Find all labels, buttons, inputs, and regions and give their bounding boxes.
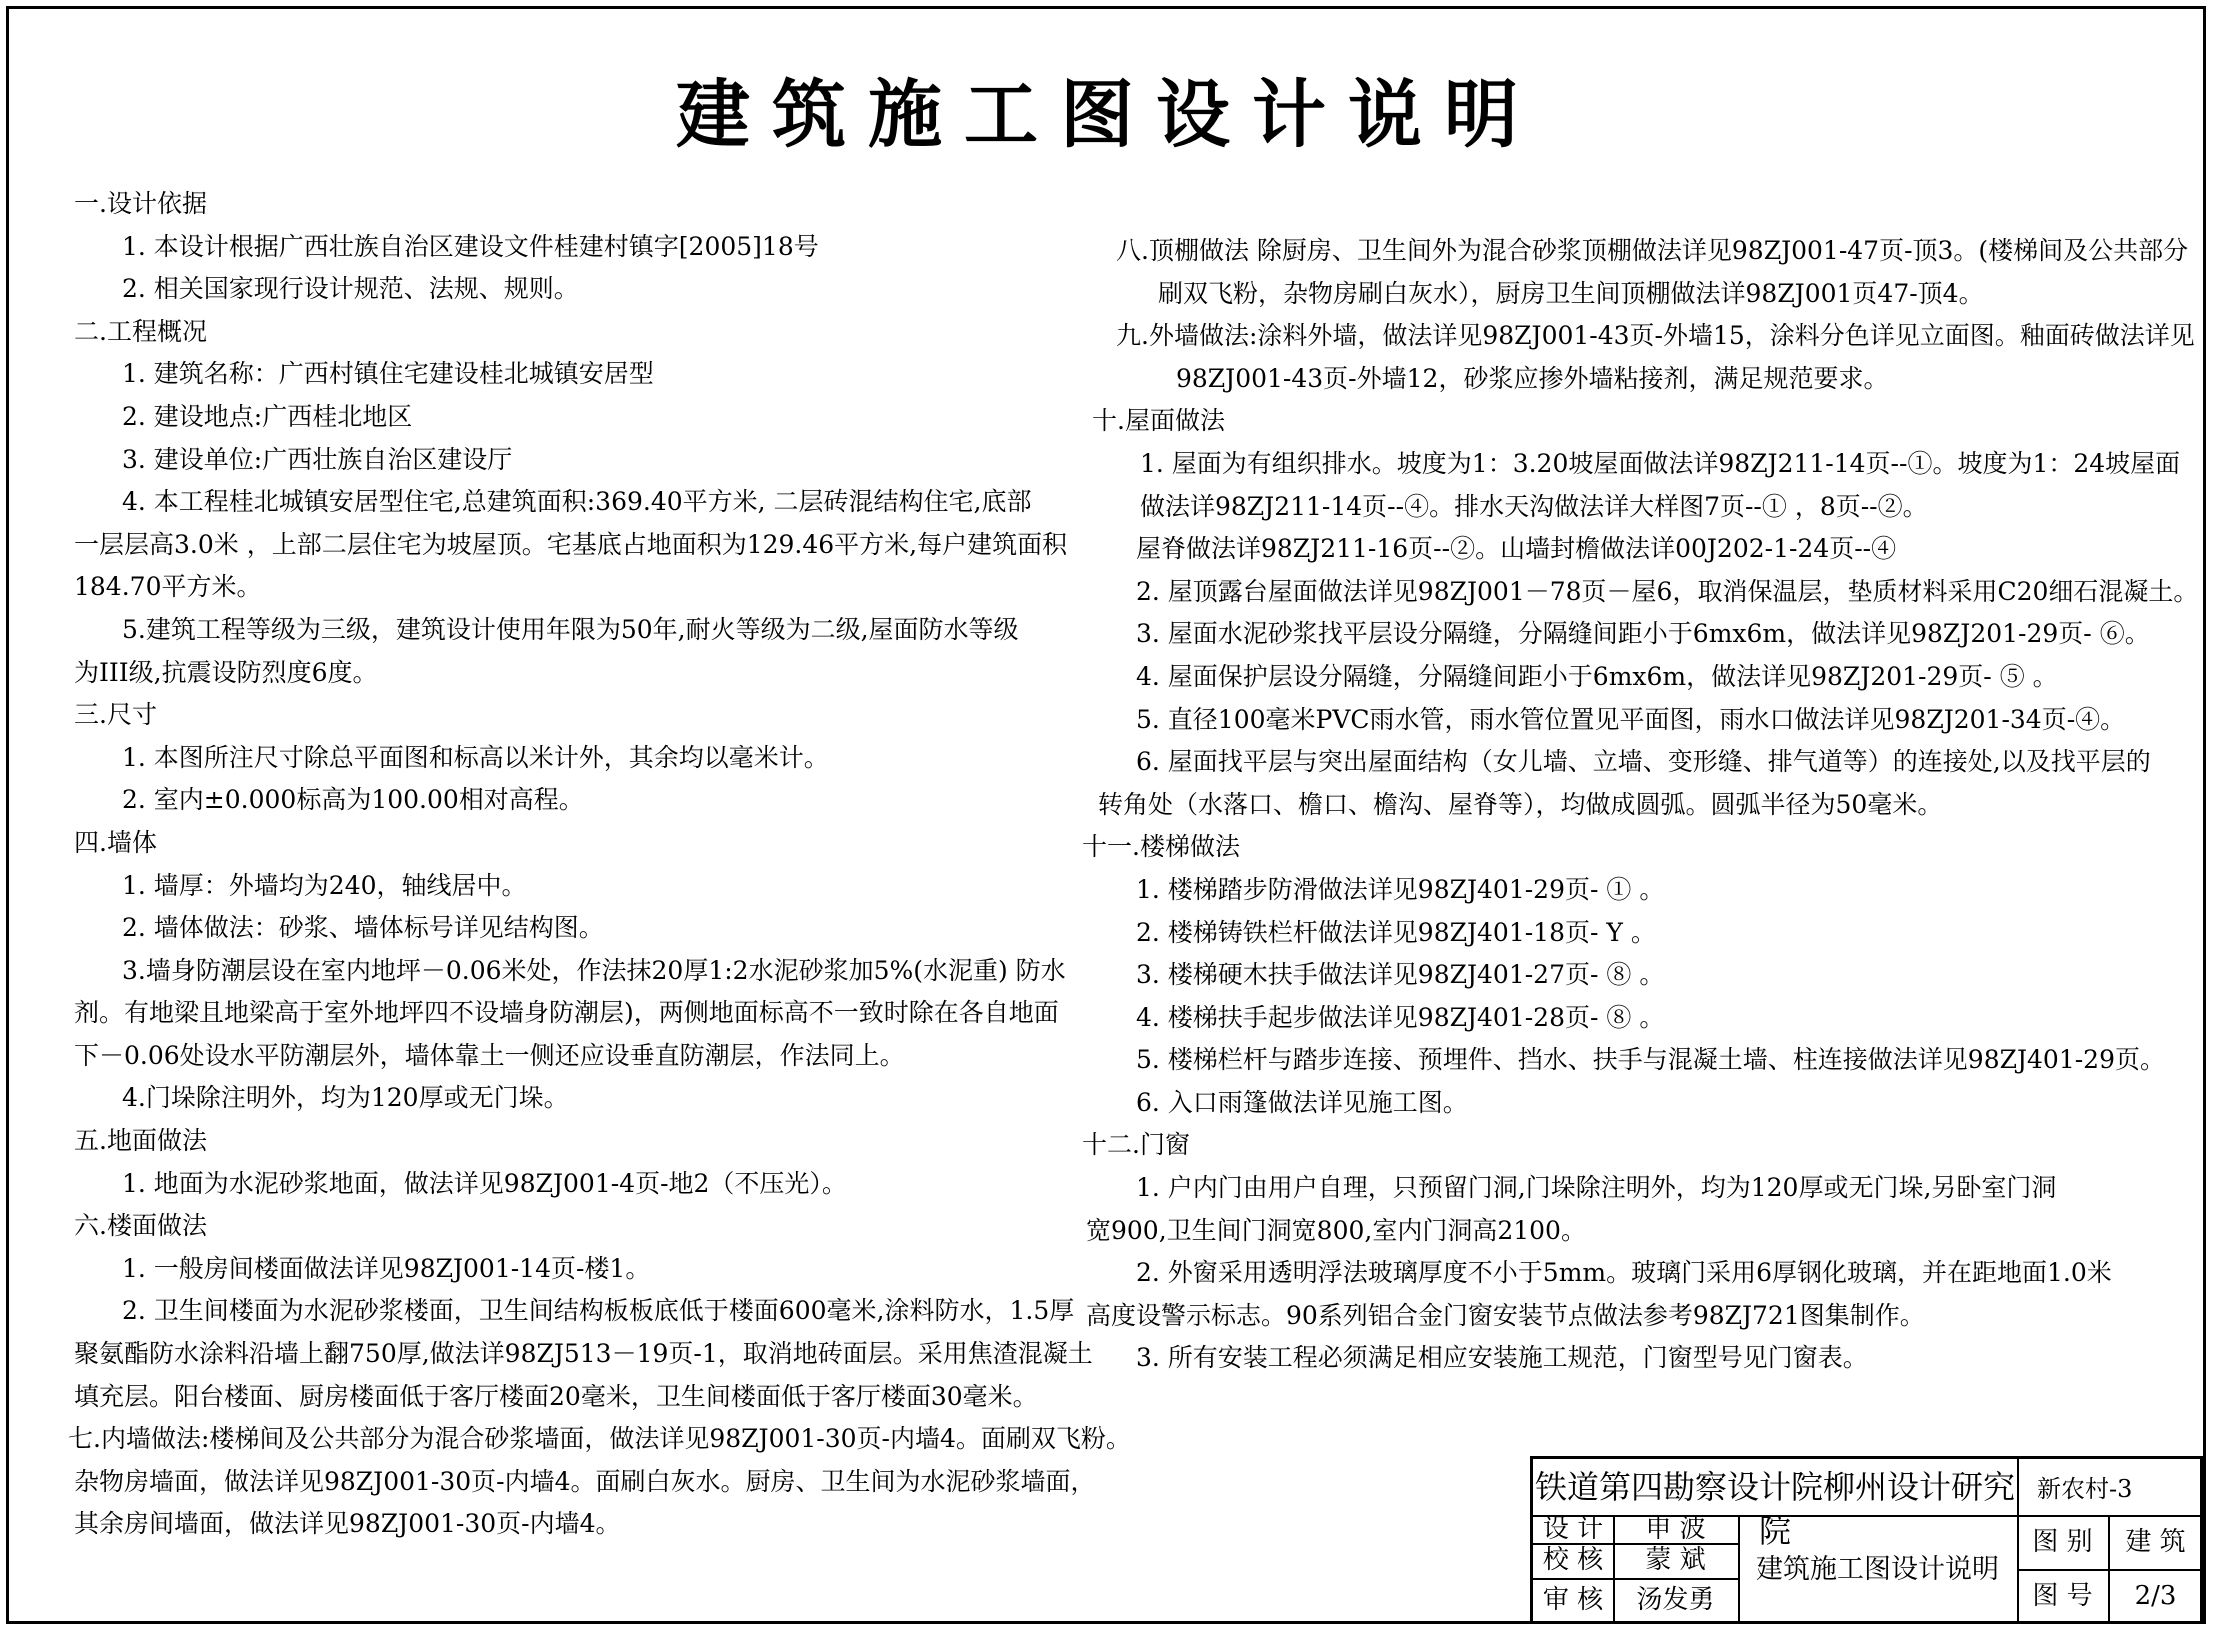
left-column-line: 下－0.06处设水平防潮层外，墙体靠土一侧还应设垂直防潮层，作法同上。 xyxy=(74,1040,905,1070)
design-label: 设 计 xyxy=(1542,1514,1604,1544)
right-column-line: 高度设警示标志。90系列铝合金门窗安装节点做法参考98ZJ721图集制作。 xyxy=(1086,1300,1925,1330)
left-column-line: 1. 本设计根据广西壮族自治区建设文件桂建村镇字[2005]18号 xyxy=(122,231,819,261)
left-column-line: 杂物房墙面，做法详见98ZJ001-30页-内墙4。面刷白灰水。厨房、卫生间为水泥砂浆墙面， xyxy=(74,1466,1096,1496)
right-column-line: 2. 外窗采用透明浮法玻璃厚度不小于5mm。玻璃门采用6厚钢化玻璃，并在距地面1.0米 xyxy=(1136,1258,2112,1288)
title-block xyxy=(1530,1456,2203,1624)
left-column-line: 七.内墙做法:楼梯间及公共部分为混合砂浆墙面，做法详见98ZJ001-30页-内墙4。面刷双飞粉。 xyxy=(68,1424,1131,1454)
category-value: 建 筑 xyxy=(2125,1527,2186,1557)
right-column-line: 5. 楼梯栏杆与踏步连接、预埋件、挡水、扶手与混凝土墙、柱连接做法详见98ZJ401-29页。 xyxy=(1136,1045,2165,1075)
left-column-line: 2. 室内±0.000标高为100.00相对高程。 xyxy=(122,785,584,815)
right-column-line: 1. 屋面为有组织排水。坡度为1：3.20坡屋面做法详98ZJ211-14页--①。坡度为1：24坡屋面 xyxy=(1140,448,2181,478)
left-column-line: 1. 建筑名称：广西村镇住宅建设桂北城镇安居型 xyxy=(122,359,654,389)
right-column-line: 2. 楼梯铸铁栏杆做法详见98ZJ401-18页- Y 。 xyxy=(1136,917,1656,947)
right-column-line: 八.顶棚做法 除厨房、卫生间外为混合砂浆顶棚做法详见98ZJ001-47页-顶3。(楼梯间及公共部分 xyxy=(1116,236,2189,265)
right-column-line: 1. 户内门由用户自理，只预留门洞,门垛除注明外，均为120厚或无门垛,另卧室门洞 xyxy=(1136,1173,2057,1203)
left-column-line: 3. 建设单位:广西壮族自治区建设厅 xyxy=(122,444,513,474)
check-name: 蒙 斌 xyxy=(1645,1545,1706,1575)
category-label: 图 别 xyxy=(2032,1527,2093,1557)
left-column-line: 四.墙体 xyxy=(74,827,157,857)
right-column-line: 做法详98ZJ211-14页--④。排水天沟做法详大样图7页--① ，8页--②。 xyxy=(1140,491,1928,521)
left-column-line: 五.地面做法 xyxy=(74,1126,207,1156)
left-column-line: 5.建筑工程等级为三级，建筑设计使用年限为50年,耐火等级为二级,屋面防水等级 xyxy=(122,614,1019,644)
right-column xyxy=(1082,230,2199,1380)
left-column-line: 填充层。阳台楼面、厨房楼面低于客厅楼面20毫米，卫生间楼面低于客厅楼面30毫米。 xyxy=(74,1381,1038,1411)
left-column-line: 一.设计依据 xyxy=(74,189,207,218)
left-column-line: 2. 建设地点:广西桂北地区 xyxy=(122,401,413,431)
left-column-line: 为III级,抗震设防烈度6度。 xyxy=(74,657,378,687)
right-column-line: 3. 屋面水泥砂浆找平层设分隔缝，分隔缝间距小于6mx6m，做法详见98ZJ201-29页- ⑥。 xyxy=(1136,619,2150,649)
right-column-line: 5. 直径100毫米PVC雨水管，雨水管位置见平面图，雨水口做法详见98ZJ201-34页-④。 xyxy=(1136,704,2126,734)
left-column-line: 一层层高3.0米 ，上部二层住宅为坡屋顶。宅基底占地面积为129.46平方米,每户建筑面积 xyxy=(74,529,1068,559)
review-name: 汤发勇 xyxy=(1636,1585,1715,1615)
left-column-line: 六.楼面做法 xyxy=(74,1211,207,1241)
left-column-line: 剂。有地梁且地梁高于室外地坪四不设墙身防潮层)，两侧地面标高不一致时除在各自地面 xyxy=(74,998,1059,1028)
review-label: 审 核 xyxy=(1542,1585,1604,1615)
left-column-line: 二.工程概况 xyxy=(74,316,207,346)
left-column-line: 2. 相关国家现行设计规范、法规、规则。 xyxy=(122,274,579,304)
left-column-line: 3.墙身防潮层设在室内地坪－0.06米处，作法抹20厚1:2水泥砂浆加5%(水泥重) 防水 xyxy=(122,955,1066,985)
left-column xyxy=(68,183,1131,1546)
right-column-line: 3. 楼梯硬木扶手做法详见98ZJ401-27页- ⑧ 。 xyxy=(1136,960,1665,990)
right-column-line: 十二.门窗 xyxy=(1082,1130,1190,1160)
left-column-line: 4. 本工程桂北城镇安居型住宅,总建筑面积:369.40平方米, 二层砖混结构住宅,底部 xyxy=(122,487,1032,517)
right-column-line: 1. 楼梯踏步防滑做法详见98ZJ401-29页- ① 。 xyxy=(1136,874,1665,904)
right-column-line: 九.外墙做法:涂料外墙，做法详见98ZJ001-43页-外墙15，涂料分色详见立面图。釉面砖做法详见 xyxy=(1116,321,2195,351)
right-column-line: 十一.楼梯做法 xyxy=(1082,832,1240,862)
drawing-title: 建筑施工图设计说明 xyxy=(1756,1554,1999,1585)
left-column-line: 其余房间墙面，做法详见98ZJ001-30页-内墙4。 xyxy=(74,1509,621,1539)
right-column-line: 4. 屋面保护层设分隔缝，分隔缝间距小于6mx6m，做法详见98ZJ201-29页- ⑤ 。 xyxy=(1136,661,2058,691)
right-column-line: 转角处（水落口、檐口、檐沟、屋脊等），均做成圆弧。圆弧半径为50毫米。 xyxy=(1098,789,1943,819)
right-column-line: 十.屋面做法 xyxy=(1092,406,1225,436)
project-name: 新农村-3 xyxy=(2037,1475,2133,1503)
left-column-line: 1. 一般房间楼面做法详见98ZJ001-14页-楼1。 xyxy=(122,1253,651,1283)
left-column-line: 2. 墙体做法：砂浆、墙体标号详见结构图。 xyxy=(122,913,604,943)
left-column-line: 1. 本图所注尺寸除总平面图和标高以米计外，其余均以毫米计。 xyxy=(122,742,829,772)
right-column-line: 6. 入口雨篷做法详见施工图。 xyxy=(1136,1087,1468,1117)
design-name: 申 波 xyxy=(1645,1514,1706,1544)
left-column-line: 1. 墙厚：外墙均为240，轴线居中。 xyxy=(122,870,527,900)
right-column-line: 4. 楼梯扶手起步做法详见98ZJ401-28页- ⑧ 。 xyxy=(1136,1002,1665,1032)
left-column-line: 2. 卫生间楼面为水泥砂浆楼面，卫生间结构板板底低于楼面600毫米,涂料防水，1.5厚 xyxy=(122,1296,1075,1326)
left-column-line: 三.尺寸 xyxy=(74,700,157,730)
number-label: 图 号 xyxy=(2032,1581,2093,1611)
right-column-line: 刷双飞粉，杂物房刷白灰水），厨房卫生间顶棚做法详98ZJ001页47-顶4。 xyxy=(1158,278,1984,308)
left-column-line: 184.70平方米。 xyxy=(74,572,262,602)
right-column-line: 98ZJ001-43页-外墙12，砂浆应掺外墙粘接剂，满足规范要求。 xyxy=(1176,363,1889,393)
right-column-line: 6. 屋面找平层与突出屋面结构（女儿墙、立墙、变形缝、排气道等）的连接处,以及找平层的 xyxy=(1136,747,2151,777)
left-column-line: 聚氨酯防水涂料沿墙上翻750厚,做法详98ZJ513－19页-1，取消地砖面层。采用焦渣混凝土 xyxy=(74,1339,1093,1369)
right-column-line: 宽900,卫生间门洞宽800,室内门洞高2100。 xyxy=(1086,1215,1586,1245)
check-label: 校 核 xyxy=(1542,1545,1604,1575)
left-column-line: 4.门垛除注明外，均为120厚或无门垛。 xyxy=(122,1083,569,1113)
institute-name: 铁道第四勘察设计院柳州设计研究院 xyxy=(1534,1468,2015,1550)
right-column-line: 屋脊做法详98ZJ211-16页--②。山墙封檐做法详00J202-1-24页--④ xyxy=(1136,534,1897,564)
right-column-line: 2. 屋顶露台屋面做法详见98ZJ001－78页－屋6，取消保温层，垫质材料采用C20细石混凝土。 xyxy=(1136,576,2199,606)
right-column-line: 3. 所有安装工程必须满足相应安装施工规范，门窗型号见门窗表。 xyxy=(1136,1343,1868,1373)
page-title: 建筑施工图设计说明 xyxy=(676,72,1540,158)
number-value: 2/3 xyxy=(2134,1581,2177,1611)
left-column-line: 1. 地面为水泥砂浆地面，做法详见98ZJ001-4页-地2（不压光）。 xyxy=(122,1168,847,1198)
